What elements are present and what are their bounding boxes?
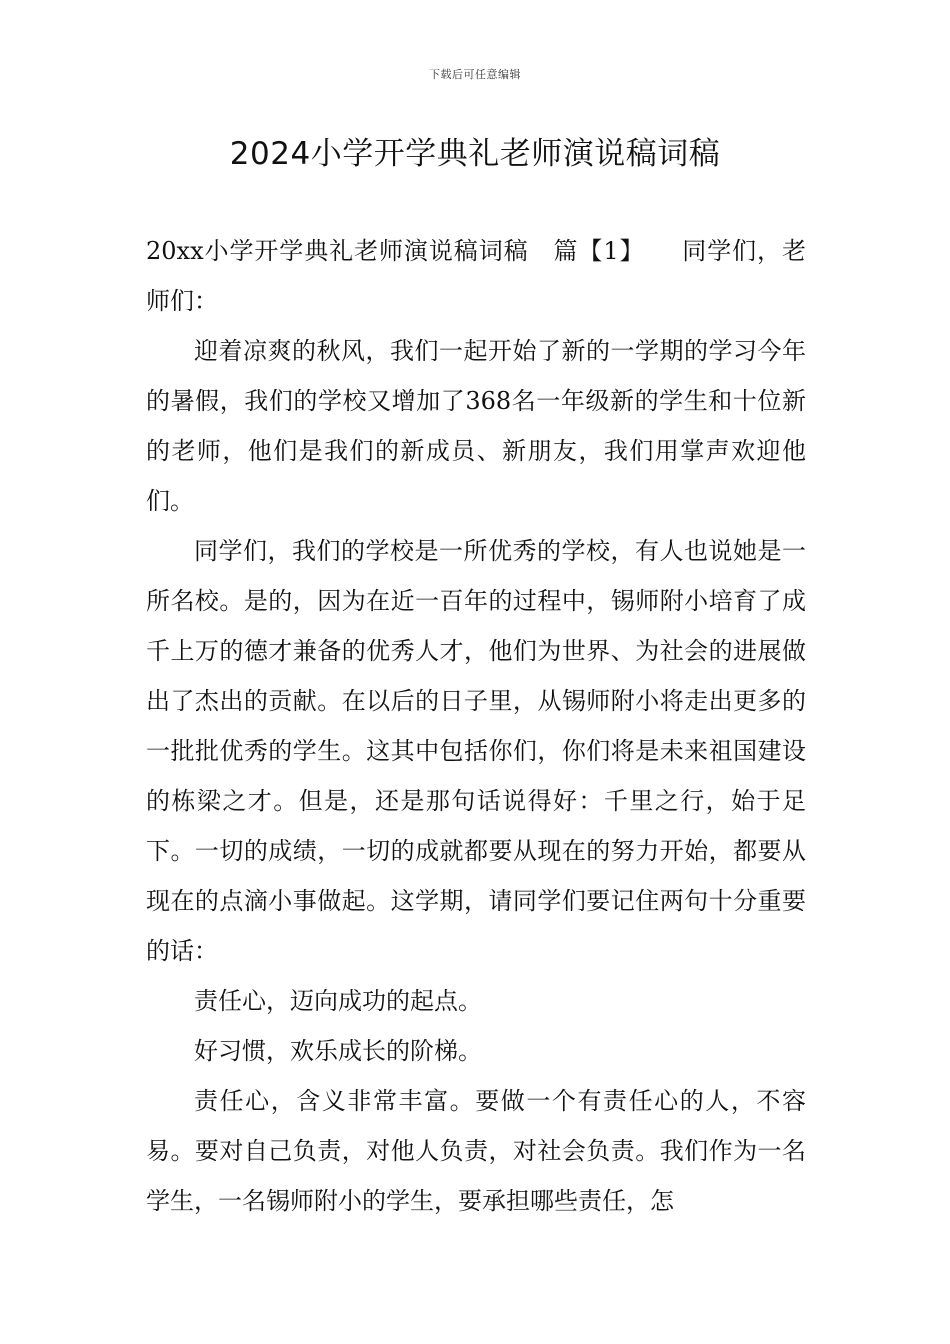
section-heading: 20xx小学开学典礼老师演说稿词稿 篇【1】 同学们，老师们： <box>146 237 806 315</box>
paragraph-5: 责任心，含义非常丰富。要做一个有责任心的人，不容易。要对自己负责，对他人负责，对社会负责。我们作为一名学生，一名锡师附小的学生，要承担哪些责任，怎 <box>146 1087 806 1215</box>
paragraph-2: 同学们，我们的学校是一所优秀的学校，有人也说她是一所名校。是的，因为在近一百年的过程中，锡师附小培育了成千上万的德才兼备的优秀人才，他们为世界、为社会的进展做出了杰出的贡献。在以后的日子里，从锡师附小将走出更多的一批批优秀的学生。这其中包括你们，你们将是未来祖国建设的栋梁之才。但是，还是那句话说得好：千里之行，始于足下。一切的成绩，一切的成就都要从现在的努力开始，都要从现在的点滴小事做起。这学期，请同学们要记住两句十分重要的话： <box>146 537 806 965</box>
paragraph-1: 迎着凉爽的秋风，我们一起开始了新的一学期的学习今年的暑假，我们的学校又增加了368名一年级新的学生和十位新的老师，他们是我们的新成员、新朋友，我们用掌声欢迎他们。 <box>146 337 806 515</box>
document-body <box>146 226 806 1226</box>
paragraph-3: 责任心，迈向成功的起点。 <box>194 987 482 1015</box>
paragraph-4: 好习惯，欢乐成长的阶梯。 <box>194 1037 482 1065</box>
header-note: 下载后可任意编辑 <box>429 68 521 81</box>
document-title: 2024小学开学典礼老师演说稿词稿 <box>229 136 721 172</box>
